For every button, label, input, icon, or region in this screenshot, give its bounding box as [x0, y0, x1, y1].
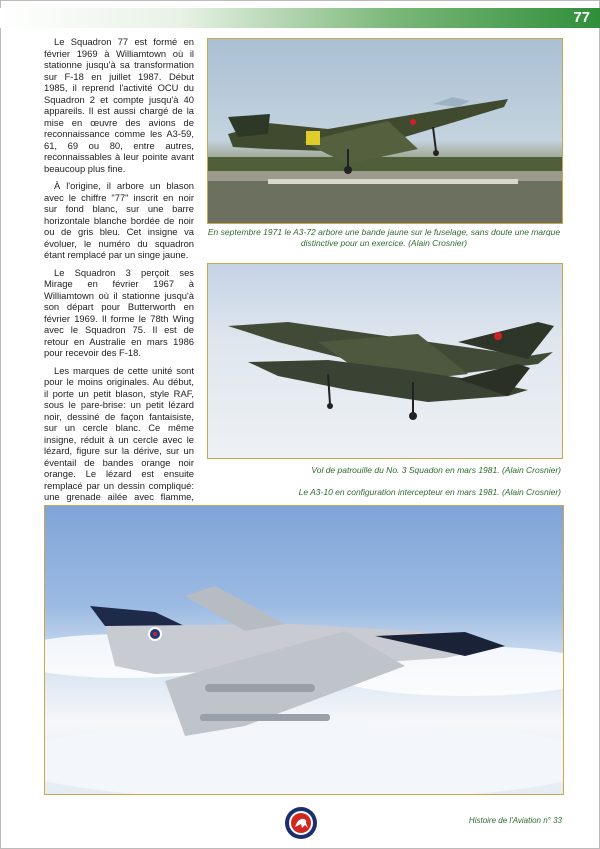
mirage-takeoff-illustration	[208, 39, 562, 223]
photo-a3-10-interceptor	[44, 505, 564, 795]
photo-a3-72-takeoff	[207, 38, 563, 224]
header-bar	[0, 8, 600, 28]
paragraph-squadron-3: Le Squadron 3 perçoit ses Mirage en février 1967 à Williamtown où il stationne jusqu'à son départ pour Butterworth en février 1969. Il forme le 78th Wing avec le Squadron 75. Il est de retour en Australie en mars 1986 pour recevoir des F-18.	[44, 266, 194, 358]
caption-photo-3: Le A3-10 en configuration intercepteur en mars 1981. (Alain Crosnier)	[298, 487, 561, 497]
photo-formation-no3-squadron	[207, 263, 563, 459]
mirage-interceptor-illustration	[45, 506, 563, 794]
magazine-footer: Histoire de l'Aviation n° 33	[468, 816, 562, 825]
raaf-roundel-kangaroo-icon	[284, 806, 318, 840]
caption-photo-2: Vol de patrouille du No. 3 Squadon en mars 1981. (Alain Crosnier)	[311, 465, 561, 475]
paragraph-squadron-77: Le Squadron 77 est formé en février 1969 à Williamtown où il stationne jusqu'à sa transformation sur F-18 en juillet 1987. Début 1985, il reprend l'activité OCU du Squadron 2 et compte jusqu'à 40 appareils. Il est aussi chargé de la mise en œuvre des avions de reconnaissance comme les A3-59, 61, 69 ou 80, entre autres, reconnaissables à leur pointe avant beaucoup plus fine.	[44, 36, 194, 174]
mirage-formation-illustration	[208, 264, 562, 458]
paragraph-marques-3: Les marques de cette unité sont pour le moins originales. Au début, il porte un petit blason, style RAF, sous le pare-brise: un petit lézard noir, dessiné de façon fantaisiste, sur un cercle blanc. Ce même insigne, réduit à un cercle avec le lézard, figure sur la dérive, sur un éventail de bandes orange noir orange. Le lézard est ensuite remplacé par un dessin compliqué: une grenade ailée avec flamme,	[44, 364, 194, 502]
page-number: 77	[573, 9, 590, 26]
caption-photo-1: En septembre 1971 le A3-72 arbore une bande jaune sur le fuselage, sans doute une marque distinctive pour un exercice. (Alain Crosnier)	[207, 227, 561, 248]
paragraph-blason-77: À l'origine, il arbore un blason avec le chiffre "77" inscrit en noir sur fond blanc, sur une barre horizontale blanche bordée de noir ou de gris bleu. Cet insigne va évoluer, le numéro du squadron étant remplacé par un singe jaune.	[44, 180, 194, 260]
